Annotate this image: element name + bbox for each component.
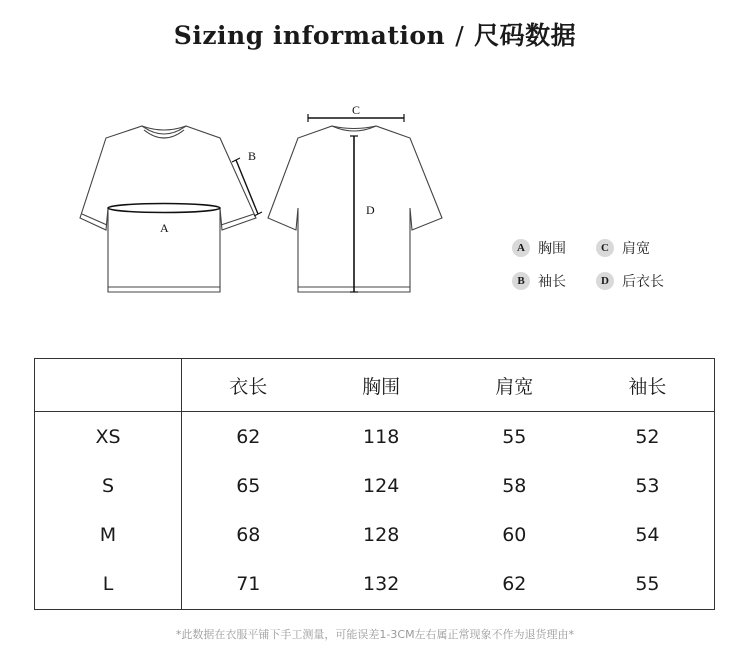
- table-row: [35, 510, 714, 559]
- table-row: [35, 560, 714, 609]
- cell-shoulder: 58: [502, 474, 527, 497]
- cell-length: 65: [236, 474, 261, 497]
- cell-chest: 128: [363, 524, 400, 547]
- back-shirt-outline: [268, 126, 442, 292]
- measurement-note: *此数据在衣服平铺下手工测量，可能误差1-3CM左右属正常现象不作为退货理由*: [175, 628, 575, 641]
- cell-chest: 118: [363, 425, 400, 448]
- table-row: [35, 412, 714, 462]
- label-a: A: [160, 221, 169, 235]
- header-cell-sleeve: 袖长: [581, 359, 714, 412]
- cell-sleeve: 55: [635, 573, 660, 596]
- cell-sleeve: 53: [635, 474, 660, 497]
- header-cell-chest: 胸围: [315, 359, 448, 412]
- legend-item-a: [512, 238, 566, 258]
- table-header-row: [35, 359, 714, 412]
- cell-chest: 132: [363, 573, 400, 596]
- cell-sleeve: 52: [635, 425, 660, 448]
- title-chinese: 尺码数据: [474, 21, 577, 50]
- cell-shoulder: 60: [502, 524, 527, 547]
- legend-item-d: [596, 271, 664, 291]
- legend-text-d: 后衣长: [622, 274, 664, 290]
- size-table: [34, 358, 715, 610]
- label-c: C: [352, 103, 361, 117]
- header-cell-length: 衣长: [182, 359, 315, 412]
- front-left-cuff: [82, 214, 107, 225]
- tshirt-diagrams: [60, 90, 460, 310]
- title-separator: /: [455, 21, 465, 50]
- header-cell-size: [35, 359, 182, 412]
- front-shirt-outline: [80, 126, 256, 292]
- cell-sleeve: 54: [635, 524, 660, 547]
- cell-shoulder: 62: [502, 573, 527, 596]
- legend-badge-b: B: [512, 272, 530, 290]
- tshirt-illustration: [60, 90, 460, 310]
- legend-badge-a: A: [512, 239, 530, 257]
- cell-chest: 124: [363, 474, 400, 497]
- cell-shoulder: 55: [502, 425, 527, 448]
- cell-size: L: [35, 560, 182, 609]
- cell-size: S: [35, 461, 182, 510]
- legend-text-c: 肩宽: [622, 241, 650, 257]
- chest-measure: [108, 204, 220, 213]
- label-b: B: [248, 149, 257, 163]
- title-english: Sizing information: [173, 21, 446, 50]
- label-d: D: [366, 203, 375, 217]
- header-cell-shoulder: 肩宽: [448, 359, 581, 412]
- legend-badge-d: D: [596, 272, 614, 290]
- cell-size: XS: [35, 412, 182, 462]
- front-right-cuff: [221, 214, 254, 225]
- legend-text-b: 袖长: [538, 274, 566, 290]
- legend-item-c: [596, 238, 650, 258]
- page-title: [0, 16, 750, 52]
- table-row: [35, 461, 714, 510]
- cell-length: 71: [236, 573, 261, 596]
- legend-badge-c: C: [596, 239, 614, 257]
- cell-length: 68: [236, 524, 261, 547]
- legend-text-a: 胸围: [538, 241, 566, 257]
- legend-item-b: [512, 271, 566, 291]
- sleeve-measure-line: [236, 160, 258, 214]
- cell-length: 62: [236, 425, 261, 448]
- cell-size: M: [35, 510, 182, 559]
